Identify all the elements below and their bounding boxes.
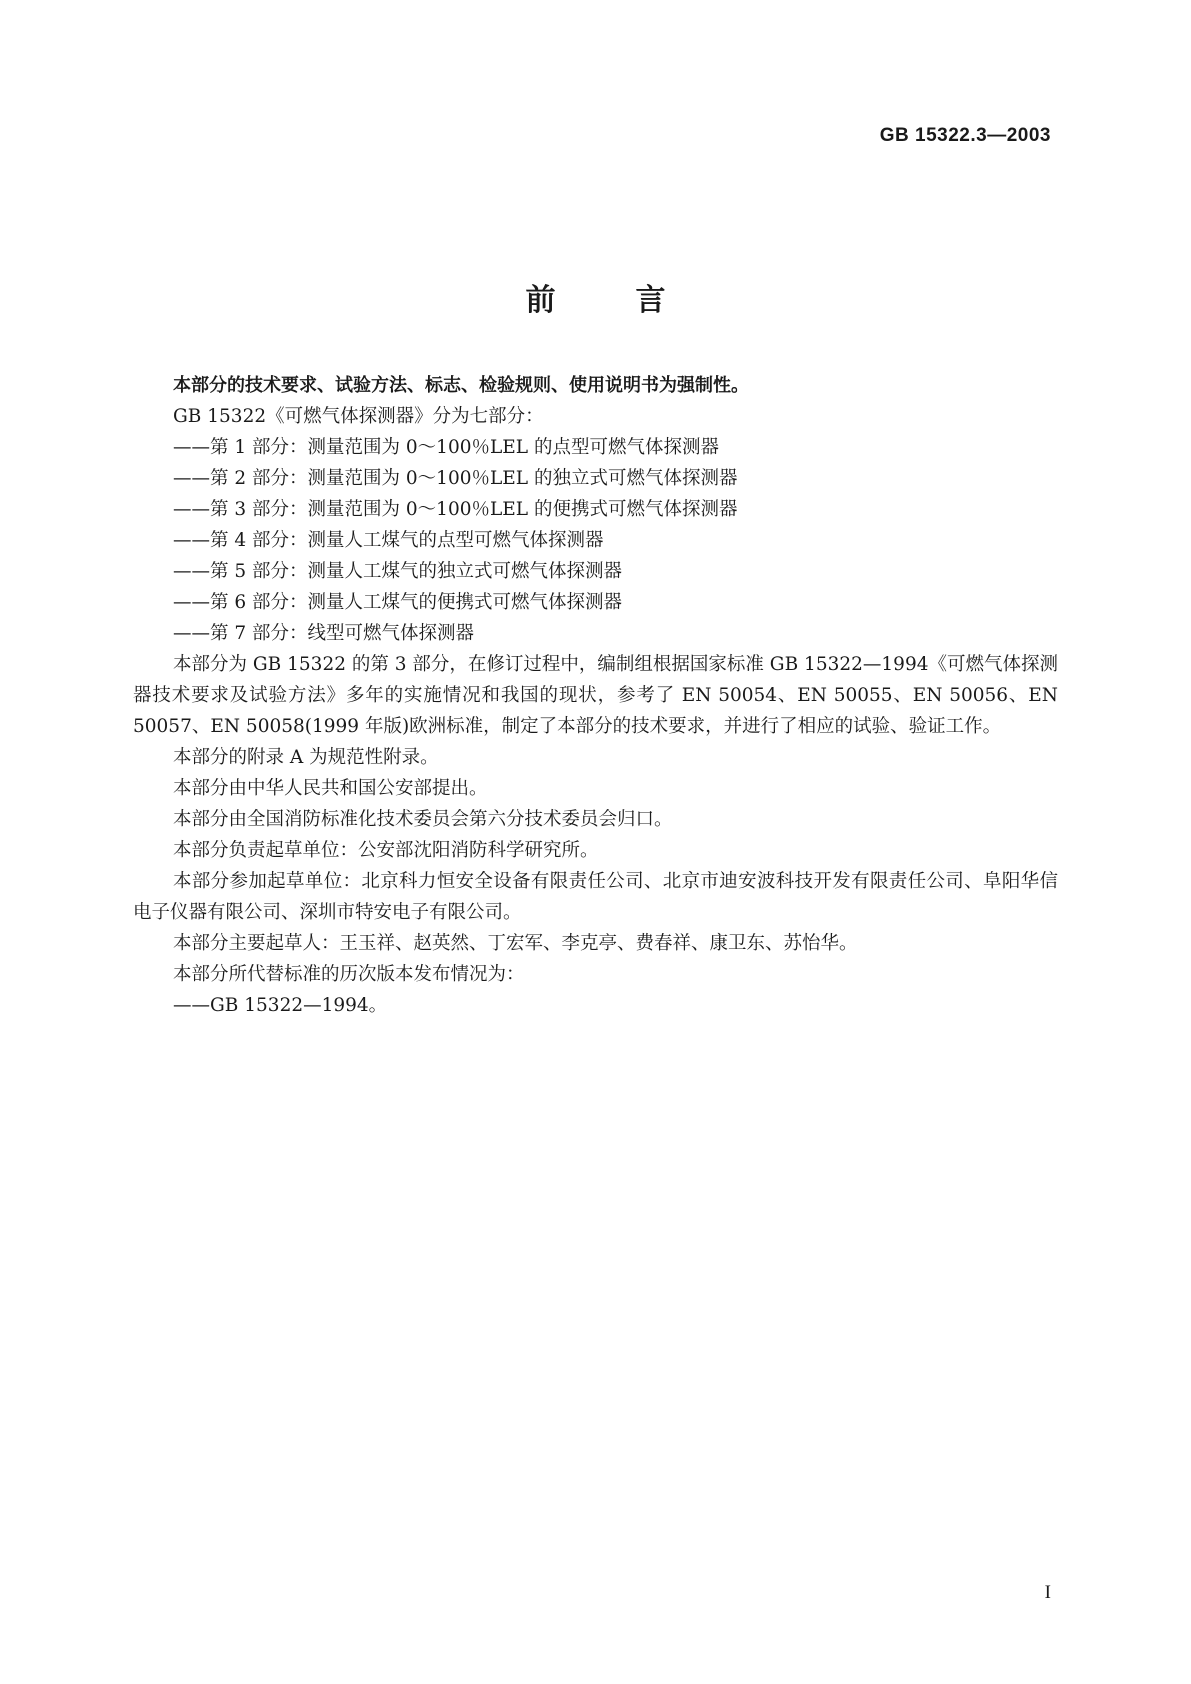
- paragraph-participating-drafters: 本部分参加起草单位：北京科力恒安全设备有限责任公司、北京市迪安波科技开发有限责任公司、阜阳华信电子仪器有限公司、深圳市特安电子有限公司。: [133, 871, 1058, 923]
- list-item-part-4: ——第 4 部分：测量人工煤气的点型可燃气体探测器: [173, 530, 604, 551]
- paragraph-proposed-by: 本部分由中华人民共和国公安部提出。: [173, 778, 488, 799]
- page-number: I: [1044, 1582, 1051, 1603]
- list-item-part-7: ——第 7 部分：线型可燃气体探测器: [173, 623, 475, 644]
- paragraph-lead-drafter: 本部分负责起草单位：公安部沈阳消防科学研究所。: [173, 840, 599, 861]
- list-item-part-1: ——第 1 部分：测量范围为 0～100％LEL 的点型可燃气体探测器: [173, 437, 719, 458]
- list-item-part-3: ——第 3 部分：测量范围为 0～100％LEL 的便携式可燃气体探测器: [173, 499, 738, 520]
- standard-number: GB 15322.3—2003: [879, 125, 1051, 146]
- list-item-part-6: ——第 6 部分：测量人工煤气的便携式可燃气体探测器: [173, 592, 623, 613]
- paragraph-parts-intro: GB 15322《可燃气体探测器》分为七部分：: [173, 406, 544, 427]
- list-item-part-5: ——第 5 部分：测量人工煤气的独立式可燃气体探测器: [173, 561, 623, 582]
- foreword-body: [133, 370, 1058, 1021]
- paragraph-revision-background: 本部分为 GB 15322 的第 3 部分，在修订过程中，编制组根据国家标准 GB 15322—1994《可燃气体探测器技术要求及试验方法》多年的实施情况和我国的现状，参考了 EN 50054、EN 50055、EN 50056、EN 50057、EN 50058(1999 年版)欧洲标准，制定了本部分的技术要求，并进行了相应的试验、验证工作。: [133, 654, 1058, 737]
- paragraph-annex: 本部分的附录 A 为规范性附录。: [173, 747, 439, 768]
- mandatory-statement: 本部分的技术要求、试验方法、标志、检验规则、使用说明书为强制性。: [173, 375, 749, 396]
- page-title: 前言: [525, 283, 746, 318]
- paragraph-under-jurisdiction: 本部分由全国消防标准化技术委员会第六分技术委员会归口。: [173, 809, 673, 830]
- paragraph-main-drafters: 本部分主要起草人：王玉祥、赵英然、丁宏军、李克亭、费春祥、康卫东、苏怡华。: [173, 933, 858, 954]
- paragraph-previous-editions: 本部分所代替标准的历次版本发布情况为：: [173, 964, 525, 985]
- list-item-part-2: ——第 2 部分：测量范围为 0～100％LEL 的独立式可燃气体探测器: [173, 468, 738, 489]
- list-item-previous-edition: ——GB 15322—1994。: [173, 995, 388, 1016]
